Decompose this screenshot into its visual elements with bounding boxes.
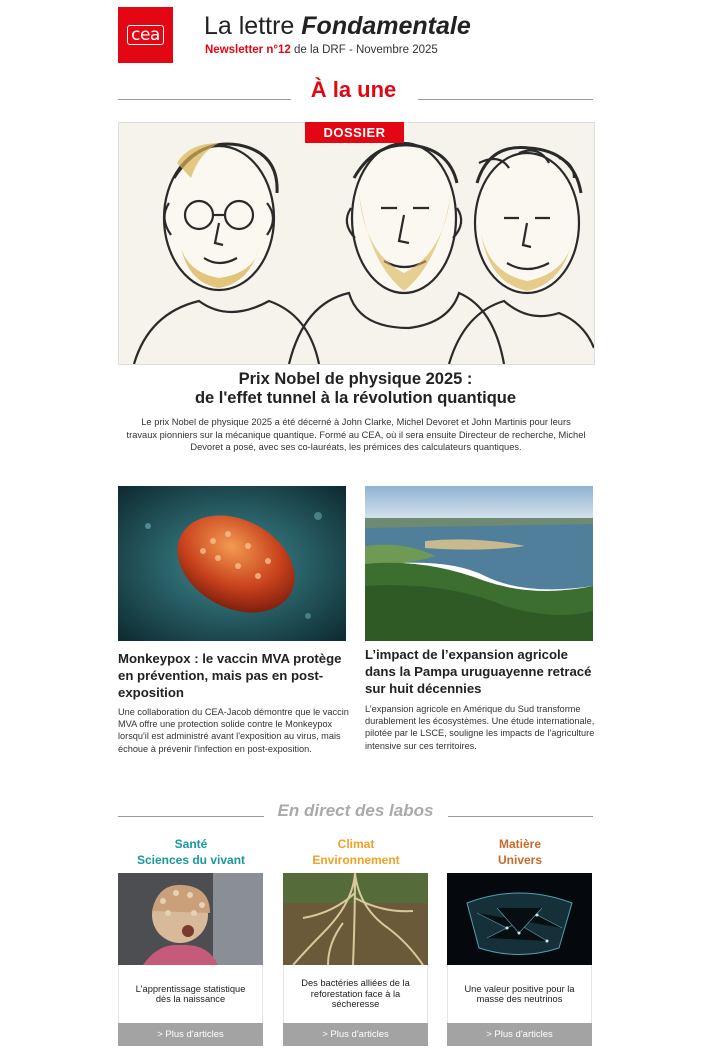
category-sante-line2: Sciences du vivant xyxy=(136,853,246,867)
issue-line xyxy=(205,44,438,56)
category-sante-line1: Santé xyxy=(174,837,208,851)
category-matiere-line2: Univers xyxy=(497,853,543,867)
laureates-portrait-image xyxy=(119,123,594,364)
lab-text-matiere[interactable]: Une valeur positive pour la masse des neutrinos xyxy=(447,965,592,1023)
category-matiere[interactable] xyxy=(447,836,593,868)
newsletter-title xyxy=(204,12,471,41)
issue-number: Newsletter n°12 xyxy=(205,44,291,56)
dossier-badge: DOSSIER xyxy=(305,122,404,143)
roots-photo xyxy=(283,873,428,965)
category-climat-line2: Environnement xyxy=(312,853,400,867)
lab-text-climat[interactable]: Des bactéries alliées de la reforestation face à la sécheresse xyxy=(283,965,428,1023)
hero-article-title[interactable] xyxy=(118,370,593,408)
divider-left-labs xyxy=(118,816,264,817)
lab-text-sante[interactable]: L'apprentissage statistique dès la naissance xyxy=(118,965,263,1023)
article-summary-pampa: L’expansion agricole en Amérique du Sud transforme durablement les écosystèmes. Une étude internationale, pilotée par le LSCE, souligne les impacts de l’agriculture intensive sur ces territoires. xyxy=(365,704,595,751)
brand-prefix: La lettre xyxy=(204,12,302,40)
section-title-labs: En direct des labos xyxy=(277,801,434,820)
cea-logo[interactable] xyxy=(118,7,173,63)
category-matiere-line1: Matière xyxy=(498,837,542,851)
divider-left xyxy=(118,99,291,100)
hero-title-line2: de l'effet tunnel à la révolution quantique xyxy=(194,389,517,407)
baby-eeg-photo xyxy=(118,873,263,965)
category-climat[interactable] xyxy=(283,836,429,868)
lab-image-matiere[interactable] xyxy=(447,873,592,965)
issue-date: de la DRF - Novembre 2025 xyxy=(290,44,438,56)
lab-image-climat[interactable] xyxy=(283,873,428,965)
category-sante[interactable] xyxy=(118,836,264,868)
more-articles-climat-button[interactable]: > Plus d'articles xyxy=(283,1023,428,1046)
pampa-image[interactable] xyxy=(365,486,593,641)
article-title-monkeypox[interactable]: Monkeypox : le vaccin MVA protège en prévention, mais pas en post-exposition xyxy=(118,651,342,700)
more-articles-sante-button[interactable]: > Plus d'articles xyxy=(118,1023,263,1046)
logo-text: cea xyxy=(127,25,164,45)
more-articles-matiere-button[interactable]: > Plus d'articles xyxy=(447,1023,592,1046)
nobel-illustration[interactable] xyxy=(118,122,595,365)
article-summary-monkeypox: Une collaboration du CEA-Jacob démontre que le vaccin MVA offre une protection solide contre le Monkeypox lorsqu'il est administré avant l'exposition au virus, mais échoue à prévenir l'infection en post-exposition. xyxy=(118,707,349,754)
lab-image-sante[interactable] xyxy=(118,873,263,965)
hero-title-line1: Prix Nobel de physique 2025 : xyxy=(238,370,473,388)
article-title-pampa[interactable]: L’impact de l’expansion agricole dans la Pampa uruguayenne retracé sur huit décennies xyxy=(365,647,592,696)
virus-illustration xyxy=(118,486,346,641)
divider-right-labs xyxy=(448,816,593,817)
landscape-photo xyxy=(365,486,593,641)
hero-article-summary: Le prix Nobel de physique 2025 a été décerné à John Clarke, Michel Devoret et John Martinis pour leurs travaux pionniers sur la mécanique quantique. Formé au CEA, où il sera ensuite Directeur de recherche, Michel Devoret a posé, avec ses co-lauréats, les prémices des calculateurs quantiques. xyxy=(126,417,586,452)
category-climat-line1: Climat xyxy=(337,837,375,851)
monkeypox-image[interactable] xyxy=(118,486,346,641)
divider-right xyxy=(418,99,593,100)
section-title-une: À la une xyxy=(310,77,397,102)
neutrino-map-image xyxy=(447,873,592,965)
brand-bold: Fondamentale xyxy=(301,12,471,40)
